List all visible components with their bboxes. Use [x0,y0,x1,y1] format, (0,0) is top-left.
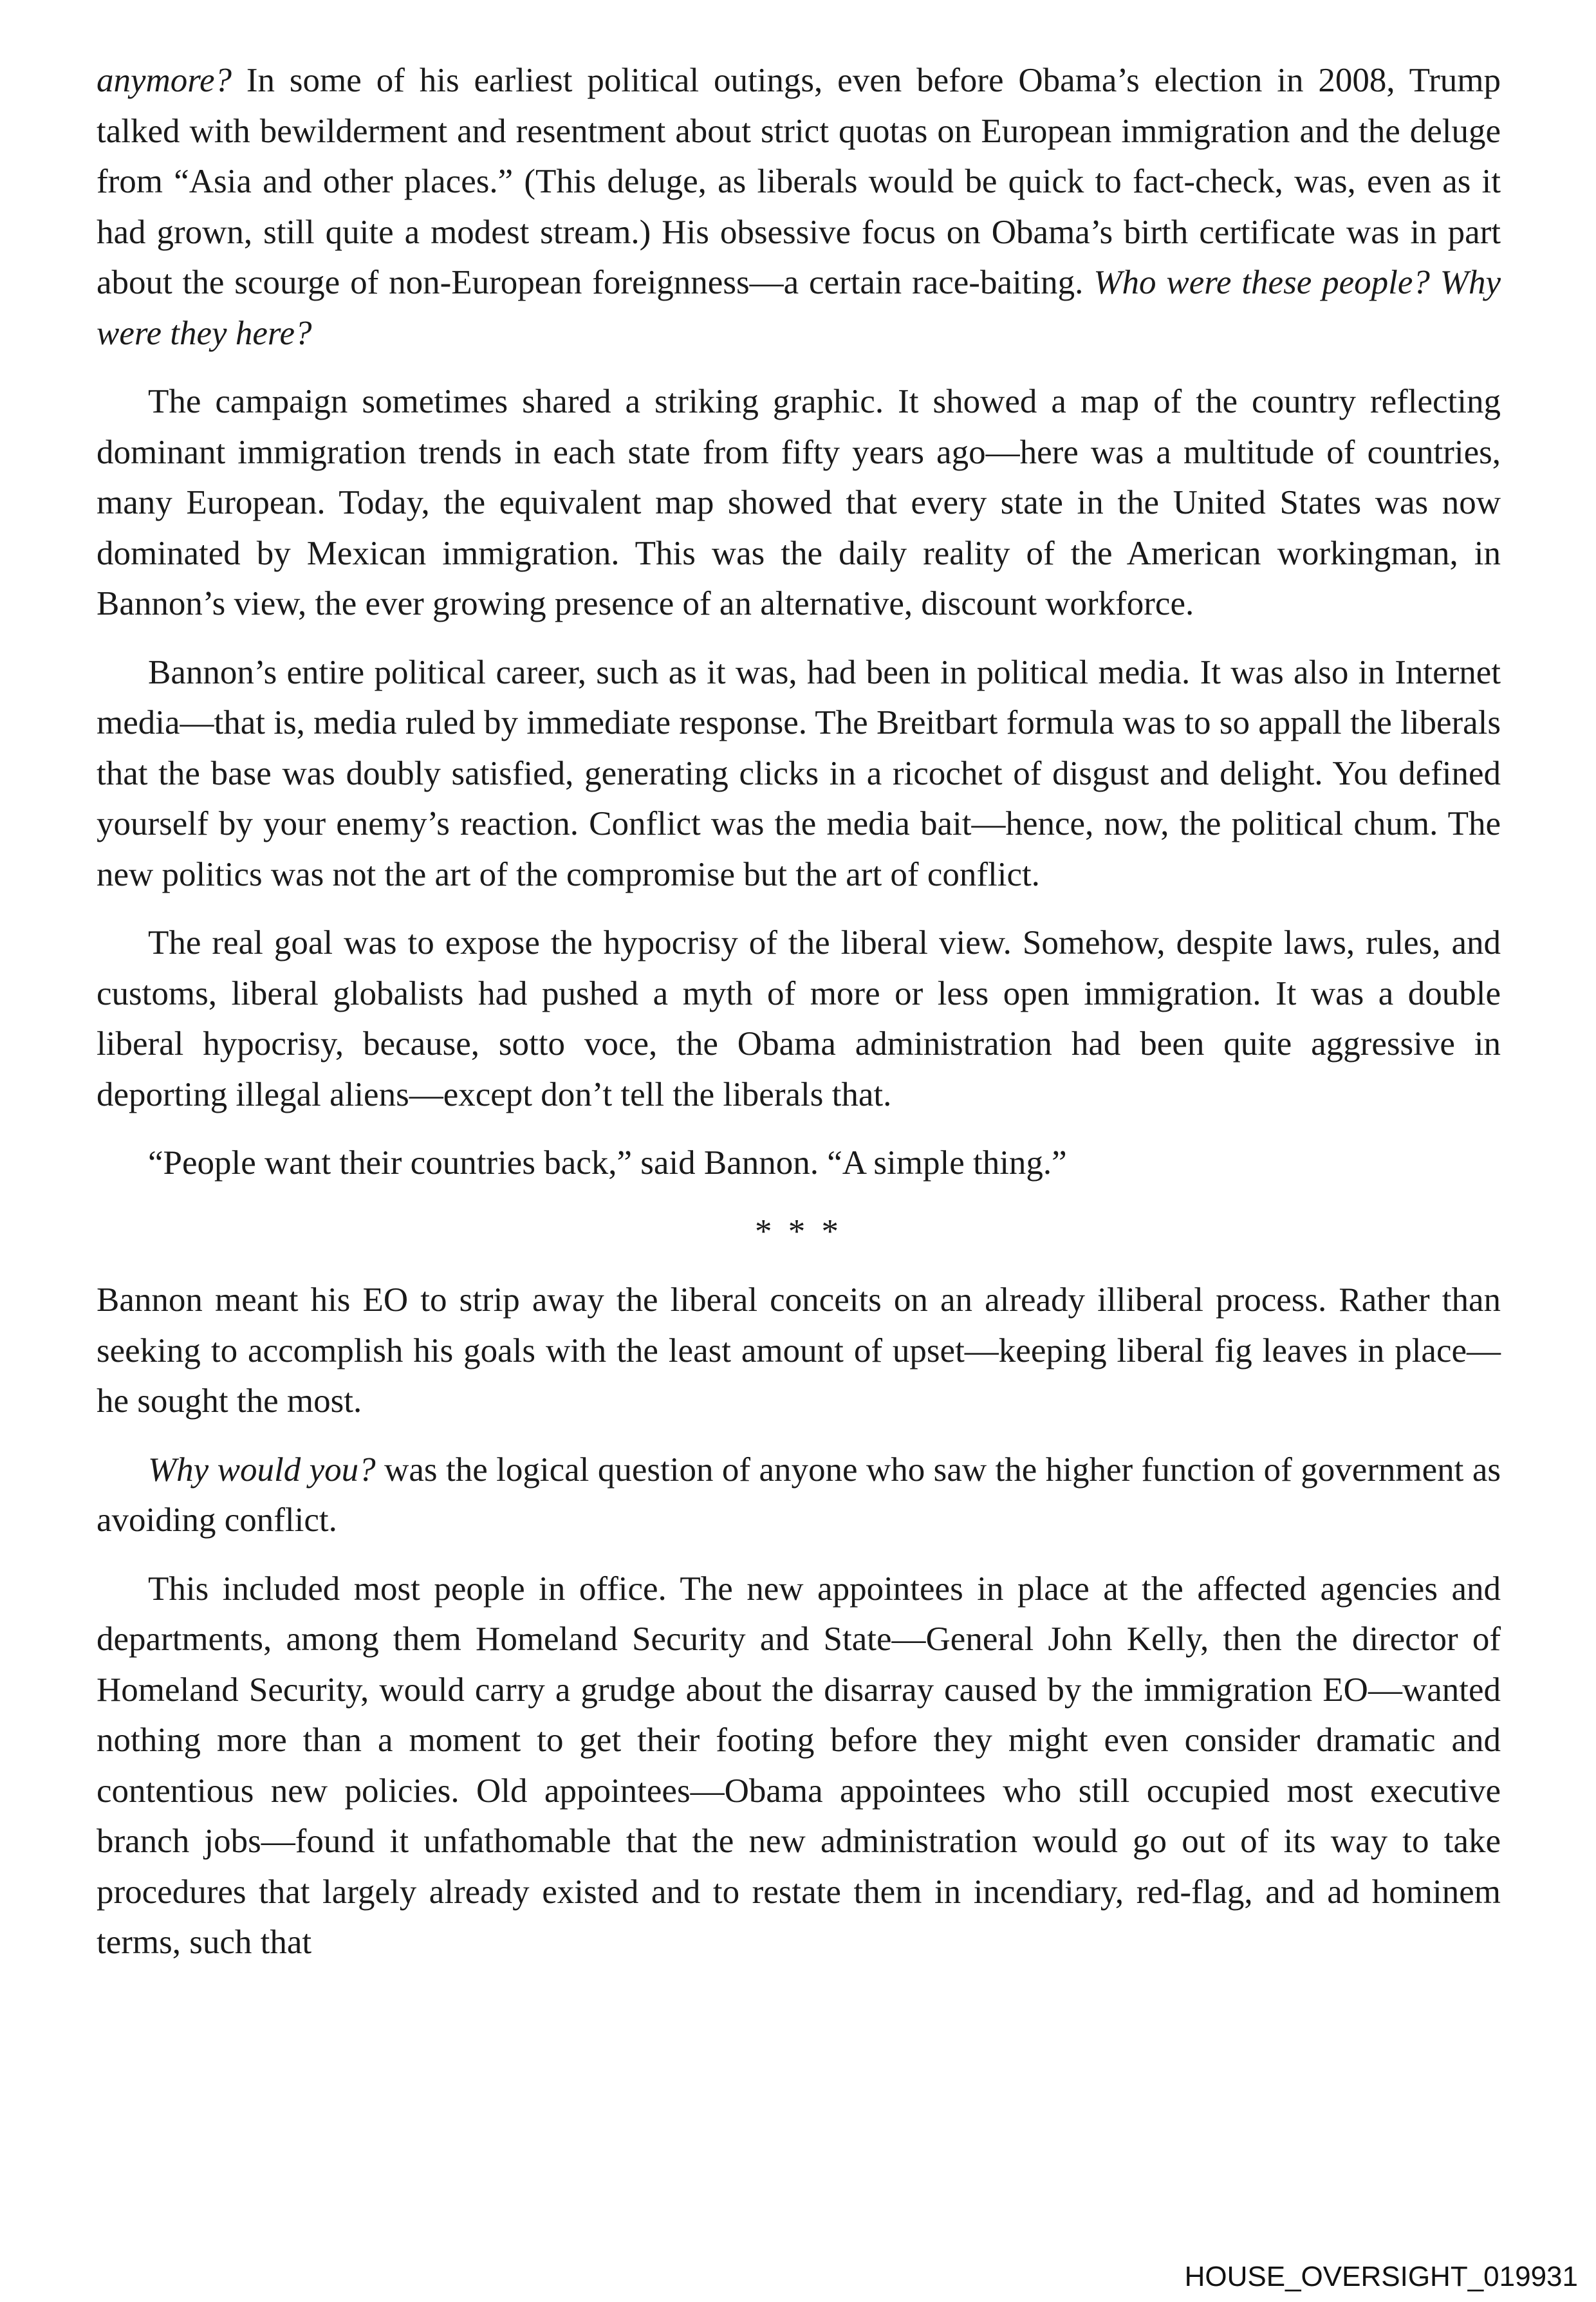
paragraph-1 [97,55,1501,358]
paragraph-8 [97,1564,1501,1968]
paragraph-4 [97,918,1501,1120]
body-text: This included most people in office. The new appointees in place at the affected agencies and departments, among them Homeland Security and State—General John Kelly, then the director of Homeland Security, would carry a grudge about the disarray caused by the immigration EO—wanted nothing more than a moment to get their footing before they might even consider dramatic and contentious new policies. Old appointees—Obama appointees who still occupied most executive branch jobs—found it unfathomable that the new administration would go out of its way to take procedures that largely already existed and to restate them in incendiary, red-flag, and ad hominem terms, such that [97,1570,1501,1961]
section-separator: * * * [755,1212,842,1250]
paragraph-6 [97,1275,1501,1427]
document-page [97,55,1501,1986]
italic-text: Who were these people? Why were they here? [97,264,1501,352]
body-text: was the logical question of anyone who saw the higher function of government as avoiding conflict. [97,1451,1501,1539]
body-text: In some of his earliest political outings, even before Obama’s election in 2008, Trump talked with bewilderment and resentment about strict quotas on European immigration and the deluge from “Asia and other places.” (This deluge, as liberals would be quick to fact-check, was, even as it had grown, still quite a modest stream.) His obsessive focus on Obama’s birth certificate was in part about the scourge of non-European foreignness—a certain race-baiting. [97,62,1501,301]
paragraph-2 [97,376,1501,629]
paragraph-3 [97,647,1501,900]
italic-text: anymore? [97,62,232,99]
paragraph-5-quote [97,1138,1501,1189]
body-text: Bannon’s entire political career, such as it was, had been in political media. It was also in Internet media—that is, media ruled by immediate response. The Breitbart formula was to so appall the liberals that the base was doubly satisfied, generating clicks in a ricochet of disgust and delight. You defined yourself by your enemy’s reaction. Conflict was the media bait—hence, now, the political chum. The new politics was not the art of the compromise but the art of conflict. [97,653,1501,893]
body-text: Bannon meant his EO to strip away the liberal conceits on an already illiberal process. Rather than seeking to accomplish his goals with the least amount of upset—keeping liberal fig leaves in place—he sought the most. [97,1281,1501,1420]
body-text: “People want their countries back,” said Bannon. “A simple thing.” [148,1144,1067,1182]
paragraph-7 [97,1445,1501,1546]
italic-text: Why would you? [148,1451,376,1489]
bates-number-footer: HOUSE_OVERSIGHT_019931 [1184,2261,1578,2292]
body-text: The real goal was to expose the hypocrisy of the liberal view. Somehow, despite laws, rules, and customs, liberal globalists had pushed a myth of more or less open immigration. It was a double liberal hypocrisy, because, sotto voce, the Obama administration had been quite aggressive in deporting illegal aliens—except don’t tell the liberals that. [97,924,1501,1113]
body-text: The campaign sometimes shared a striking graphic. It showed a map of the country reflecting dominant immigration trends in each state from fifty years ago—here was a multitude of countries, many European. Today, the equivalent map showed that every state in the United States was now dominated by Mexican immigration. This was the daily reality of the American workingman, in Bannon’s view, the ever growing presence of an alternative, discount workforce. [97,383,1501,622]
